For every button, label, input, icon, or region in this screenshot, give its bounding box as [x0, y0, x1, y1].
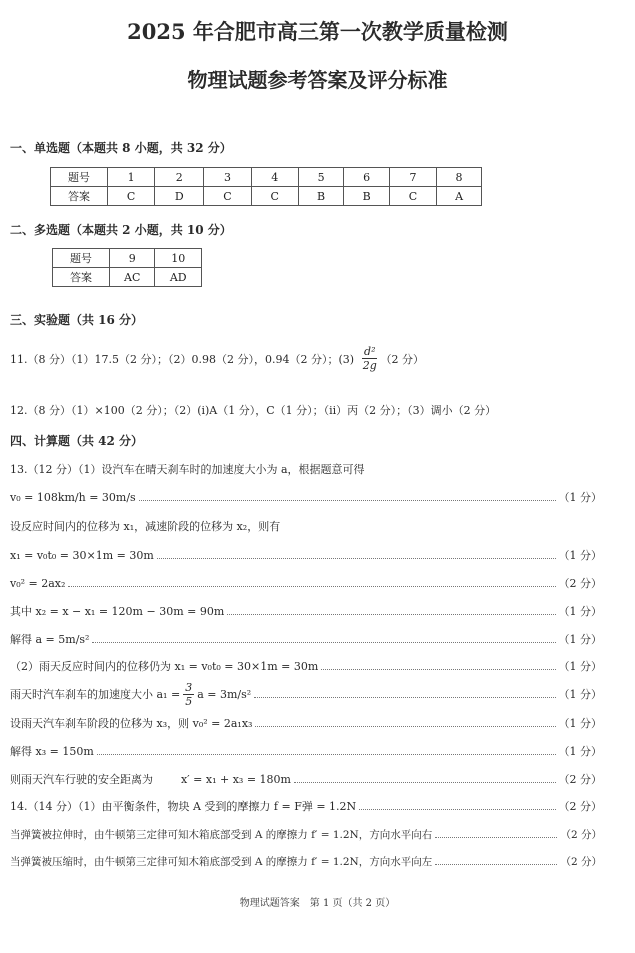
solution-line [10, 546, 602, 564]
line-text: 当弹簧被拉伸时，由牛顿第三定律可知木箱底部受到 A 的摩擦力 f′ = 1.2N，方向水平向右 [10, 828, 433, 841]
row-label: 答案 [51, 187, 108, 206]
multi-choice-answer-table [52, 248, 202, 287]
section2-heading: 二、多选题（本题共 2 小题，共 10 分） [10, 223, 232, 237]
dot-leader [157, 558, 556, 559]
line-text: 则雨天汽车行驶的安全距离为 x′ = x₁ + x₃ = 180m [10, 773, 291, 786]
line-score: （1 分） [558, 717, 602, 730]
solution-line [10, 680, 602, 708]
q11-text: 11.（8 分）（1）17.5（2 分）；（2）0.98（2 分），0.94（2 分）；(3) [10, 352, 355, 366]
answer-q11 [10, 346, 424, 371]
table-cell: 10 [155, 249, 202, 268]
solution-line [10, 825, 602, 843]
line-text: a = 3m/s² [197, 687, 252, 701]
line-score: （1 分） [558, 688, 602, 701]
table-row [51, 168, 482, 187]
dot-leader [435, 864, 557, 865]
table-row [51, 187, 482, 206]
solution-line [10, 742, 602, 760]
line-score: （2 分） [558, 577, 602, 590]
line-score: （1 分） [558, 605, 602, 618]
line-score: （1 分） [558, 745, 602, 758]
line-score: （1 分） [558, 549, 602, 562]
fraction [183, 682, 194, 707]
document-subtitle: 物理试题参考答案及评分标准 [187, 68, 448, 92]
table-row [53, 249, 202, 268]
line-score: （2 分） [558, 773, 602, 786]
table-row [53, 268, 202, 287]
line-text: 当弹簧被压缩时，由牛顿第三定律可知木箱底部受到 A 的摩擦力 f′ = 1.2N，方向水平向左 [10, 855, 433, 868]
line-text: 14.（14 分）（1）由平衡条件，物块 A 受到的摩擦力 f = F弹 = 1.2N [10, 800, 357, 813]
line-text: 设雨天汽车刹车阶段的位移为 x₃，则 v₀² = 2a₁x₃ [10, 717, 253, 730]
solution-line [10, 657, 602, 675]
document-title: 2025 年合肥市高三第一次教学质量检测 [127, 19, 508, 44]
solution-line [10, 574, 602, 592]
table-cell: 3 [204, 168, 251, 187]
row-label: 答案 [53, 268, 110, 287]
solution-line [10, 630, 602, 648]
table-cell: C [389, 187, 436, 206]
line-text: （2）雨天反应时间内的位移仍为 x₁ = v₀t₀ = 30×1m = 30m [10, 660, 319, 673]
line-score: （2 分） [560, 828, 602, 841]
table-cell: 6 [344, 168, 390, 187]
solution-line [10, 797, 602, 815]
fraction-numerator: 3 [185, 680, 193, 694]
line-text: v₀ = 108km/h = 30m/s [10, 490, 136, 504]
solution-line [10, 852, 602, 870]
fraction-denominator: 2g [362, 359, 377, 372]
q11-fraction [362, 346, 377, 371]
dot-leader [255, 726, 555, 727]
fraction-numerator: d² [364, 345, 376, 358]
table-cell: C [108, 187, 155, 206]
dot-leader [294, 782, 556, 783]
line-text: 雨天时汽车刹车的加速度大小 a₁ = [10, 688, 181, 701]
q11-score: （2 分） [380, 352, 424, 366]
line-score: （2 分） [560, 855, 602, 868]
page-footer: 物理试题答案 第 1 页（共 2 页） [239, 898, 396, 909]
line-score: （2 分） [558, 800, 602, 813]
solution-line [10, 602, 602, 620]
line-text: 解得 a = 5m/s² [10, 633, 90, 646]
line-text: x₁ = v₀t₀ = 30×1m = 30m [10, 548, 154, 562]
table-cell: AD [155, 268, 202, 287]
table-cell: A [437, 187, 482, 206]
table-cell: AC [110, 268, 155, 287]
dot-leader [254, 697, 555, 698]
table-cell: 5 [298, 168, 344, 187]
table-cell: 9 [110, 249, 155, 268]
table-cell: B [298, 187, 344, 206]
section3-heading: 三、实验题（共 16 分） [10, 313, 144, 327]
table-cell: B [344, 187, 390, 206]
dot-leader [92, 642, 555, 643]
line-score: （1 分） [558, 491, 602, 504]
fraction-denominator: 5 [185, 694, 193, 708]
line-score: （1 分） [558, 633, 602, 646]
table-cell: 8 [437, 168, 482, 187]
line-text: v₀² = 2ax₂ [10, 576, 66, 590]
line-text: 其中 x₂ = x − x₁ = 120m − 30m = 90m [10, 605, 225, 618]
dot-leader [321, 669, 555, 670]
dot-leader [97, 754, 556, 755]
section4-heading: 四、计算题（共 42 分） [10, 434, 144, 448]
table-cell: 4 [251, 168, 298, 187]
row-label: 题号 [53, 249, 110, 268]
table-cell: D [155, 187, 204, 206]
line-text: 解得 x₃ = 150m [10, 745, 94, 758]
table-cell: C [251, 187, 298, 206]
table-cell: 2 [155, 168, 204, 187]
table-cell: 1 [108, 168, 155, 187]
answer-q12: 12.（8 分）（1）×100（2 分）；（2）(ⅰ)A（1 分），C（1 分）；（ⅱ）丙（2 分）；（3）调小（2 分） [10, 404, 497, 417]
row-label: 题号 [51, 168, 108, 187]
solution-line [10, 714, 602, 732]
table-cell: C [204, 187, 251, 206]
table-cell: 7 [389, 168, 436, 187]
line-text: 设反应时间内的位移为 x₁，减速阶段的位移为 x₂，则有 [10, 520, 281, 533]
dot-leader [227, 614, 555, 615]
solution-line [10, 488, 602, 506]
q13-intro: 13.（12 分）（1）设汽车在晴天刹车时的加速度大小为 a，根据题意可得 [10, 463, 365, 476]
dot-leader [139, 500, 556, 501]
dot-leader [68, 586, 555, 587]
solution-line [10, 770, 602, 788]
dot-leader [359, 809, 555, 810]
line-score: （1 分） [558, 660, 602, 673]
single-choice-answer-table [50, 167, 482, 206]
section1-heading: 一、单选题（本题共 8 小题，共 32 分） [10, 141, 232, 155]
dot-leader [435, 837, 557, 838]
solution-line [10, 517, 602, 535]
